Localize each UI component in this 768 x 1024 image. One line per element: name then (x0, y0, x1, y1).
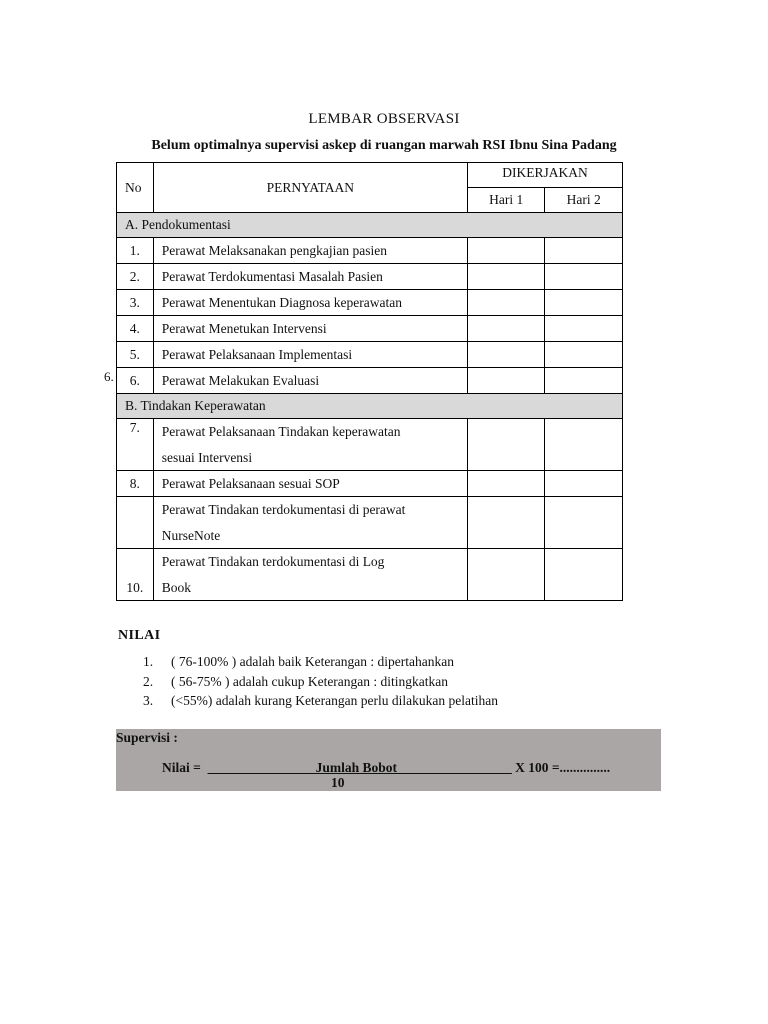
document-subtitle: Belum optimalnya supervisi askep di ruangan marwah RSI Ibnu Sina Padang (151, 138, 617, 153)
list-item (118, 693, 498, 713)
day1-cell[interactable] (467, 342, 545, 368)
nilai-heading: NILAI (118, 628, 161, 643)
row-number: 8. (117, 471, 154, 497)
day2-cell[interactable] (545, 342, 623, 368)
day1-cell[interactable] (467, 264, 545, 290)
day1-cell[interactable] (467, 238, 545, 264)
list-item (118, 654, 498, 674)
formula-denominator: 10 (331, 775, 345, 790)
row-statement: Perawat Melakukan Evaluasi (153, 368, 467, 394)
day1-cell[interactable] (467, 316, 545, 342)
header-no: No (117, 163, 154, 213)
list-number: 3. (143, 693, 154, 708)
header-day1: Hari 1 (467, 188, 545, 213)
row-number: 2. (117, 264, 154, 290)
row-statement: Perawat Menentukan Diagnosa keperawatan (153, 290, 467, 316)
nilai-scale-list (118, 654, 498, 713)
row-number: 1. (117, 238, 154, 264)
list-number: 1. (143, 654, 154, 669)
row-statement-line: Perawat Tindakan terdokumentasi di perawat (161, 502, 406, 517)
formula-numerator: ________________Jumlah Bobot_________________ (207, 760, 512, 775)
stray-row-number: 6. (104, 369, 114, 384)
supervisi-box (116, 729, 661, 791)
row-statement: Perawat Pelaksanaan sesuai SOP (153, 471, 467, 497)
list-text: ( 56-75% ) adalah cukup Keterangan : ditingkatkan (171, 673, 449, 689)
row-statement-line: sesuai Intervensi (161, 449, 253, 465)
day2-cell[interactable] (545, 238, 623, 264)
day1-cell[interactable] (467, 290, 545, 316)
section-a-heading: A. Pendokumentasi (117, 213, 623, 238)
document-title: LEMBAR OBSERVASI (308, 111, 460, 127)
section-b-heading: B. Tindakan Keperawatan (117, 394, 623, 419)
supervisi-formula (162, 760, 610, 776)
row-statement: Perawat Terdokumentasi Masalah Pasien (153, 264, 467, 290)
row-statement: Perawat Melaksanakan pengkajian pasien (153, 238, 467, 264)
row-statement-line: NurseNote (161, 527, 221, 543)
day1-cell[interactable] (467, 497, 545, 549)
row-statement: Perawat Menetukan Intervensi (153, 316, 467, 342)
row-statement-line: Book (161, 579, 191, 595)
list-text: ( 76-100% ) adalah baik Keterangan : dipertahankan (171, 654, 455, 669)
row-number: 5. (117, 342, 154, 368)
day2-cell[interactable] (545, 290, 623, 316)
day1-cell[interactable] (467, 471, 545, 497)
row-number: 3. (117, 290, 154, 316)
day1-cell[interactable] (467, 549, 545, 601)
row-statement: Perawat Pelaksanaan Implementasi (153, 342, 467, 368)
header-statement: PERNYATAAN (153, 163, 467, 213)
row-statement-line: Perawat Pelaksanaan Tindakan keperawatan (161, 424, 401, 439)
row-statement (153, 497, 467, 549)
formula-suffix: X 100 =............... (511, 760, 611, 775)
day2-cell[interactable] (545, 497, 623, 549)
list-text: (<55%) adalah kurang Keterangan perlu dilakukan pelatihan (171, 693, 498, 708)
day2-cell[interactable] (545, 264, 623, 290)
formula-prefix: Nilai = (162, 760, 208, 775)
row-number: 7. (117, 419, 154, 471)
row-number: 4. (117, 316, 154, 342)
day1-cell[interactable] (467, 419, 545, 471)
day1-cell[interactable] (467, 368, 545, 394)
row-number: 6. (117, 368, 154, 394)
list-item (118, 674, 498, 694)
row-statement (153, 549, 467, 601)
day2-cell[interactable] (545, 419, 623, 471)
list-number: 2. (143, 673, 154, 689)
day2-cell[interactable] (545, 316, 623, 342)
day2-cell[interactable] (545, 549, 623, 601)
row-statement-line: Perawat Tindakan terdokumentasi di Log (161, 554, 385, 569)
row-number (117, 497, 154, 549)
supervisi-label: Supervisi : (116, 730, 178, 745)
header-dikerjakan: DIKERJAKAN (467, 163, 622, 188)
row-statement (153, 419, 467, 471)
observation-table (116, 162, 623, 601)
day2-cell[interactable] (545, 368, 623, 394)
row-number: 10. (117, 549, 154, 601)
day2-cell[interactable] (545, 471, 623, 497)
header-day2: Hari 2 (545, 188, 623, 213)
